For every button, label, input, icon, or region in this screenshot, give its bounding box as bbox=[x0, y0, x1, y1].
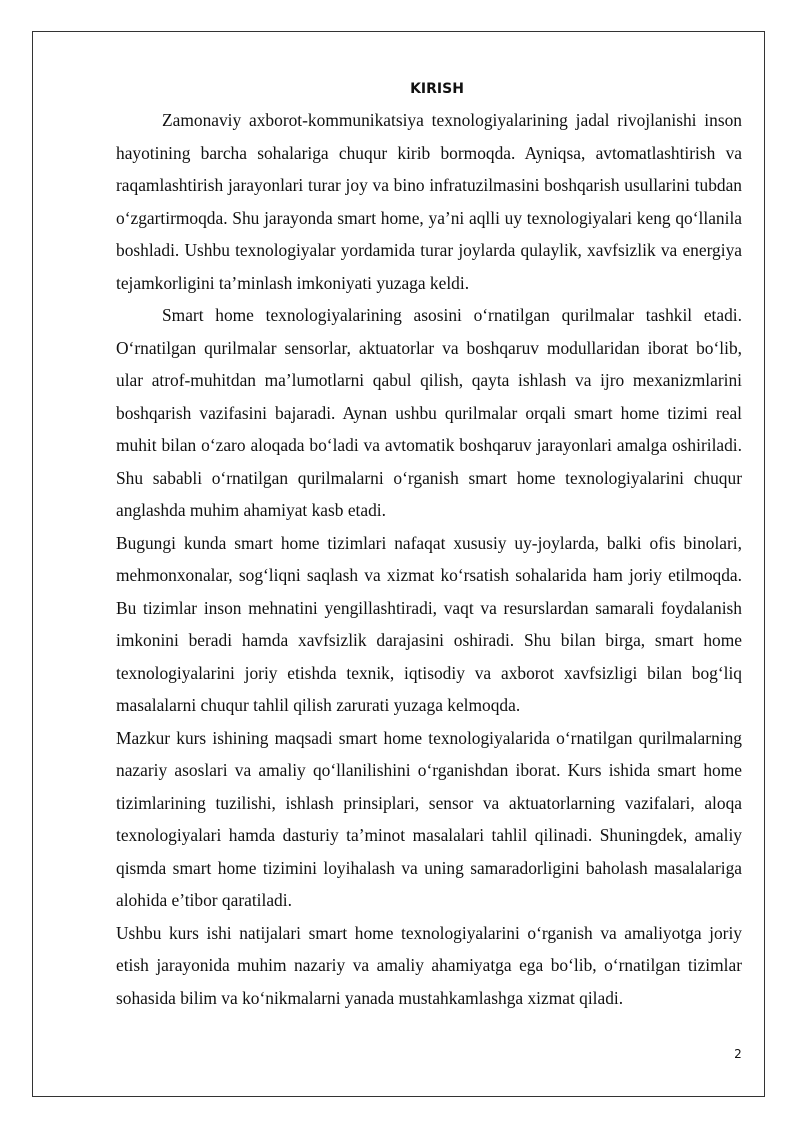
paragraph-conclusion: Ushbu kurs ishi natijalari smart home texnologiyalarini o‘rganish va amaliyotga joriy etish jarayonida muhim nazariy va amaliy ahamiyatga ega bo‘lib, o‘rnatilgan tizimlar sohasida bilim va ko‘nikmalarni yanada mustahkamlashga xizmat qiladi. bbox=[116, 922, 742, 1008]
section-heading: KIRISH bbox=[410, 81, 464, 97]
paragraph-goal: Mazkur kurs ishining maqsadi smart home texnologiyalarida o‘rnatilgan qurilmalarning nazariy asoslari va amaliy qo‘llanilishini o‘rganishdan iborat. Kurs ishida smart home tizimlarining tuzilishi, ishlash prinsiplari, sensor va aktuatorlarning vazifalari, aloqa texnologiyalari hamda dasturiy ta’minot masalalari tahlil qilinadi. Shuningdek, amaliy qismda smart home tizimini loyihalash va uning samaradorligini baholash masalalariga alohida e’tibor qaratiladi. bbox=[116, 727, 742, 910]
paragraph-applications: Bugungi kunda smart home tizimlari nafaqat xususiy uy-joylarda, balki ofis binolari, mehmonxonalar, sog‘liqni saqlash va xizmat ko‘rsatish sohalarida ham joriy etilmoqda. Bu tizimlar inson mehnatini yengillashtiradi, vaqt va resurslardan samarali foydalanish imkonini beradi hamda xavfsizlik darajasini oshiradi. Shu bilan birga, smart home texnologiyalarini joriy etishda texnik, iqtisodiy va axborot xavfsizligi bilan bog‘liq masalalarni chuqur tahlil qilish zarurati yuzaga kelmoqda. bbox=[116, 532, 742, 715]
document-body bbox=[116, 74, 742, 1014]
paragraph-embedded-devices: Smart home texnologiyalarining asosini o‘rnatilgan qurilmalar tashkil etadi. O‘rnatilgan qurilmalar sensorlar, aktuatorlar va boshqaruv modullaridan iborat bo‘lib, ular atrof-muhitdan ma’lumotlarni qabul qilish, qayta ishlash va ijro mexanizmlarini boshqarish vazifasini bajaradi. Aynan ushbu qurilmalar orqali smart home tizimi real muhit bilan o‘zaro aloqada bo‘ladi va avtomatik boshqaruv jarayonlari amalga oshiriladi. Shu sababli o‘rnatilgan qurilmalarni o‘rganish smart home texnologiyalarini chuqur anglashda muhim ahamiyat kasb etadi. bbox=[116, 305, 742, 520]
page-number: 2 bbox=[734, 1047, 742, 1061]
paragraph-intro: Zamonaviy axborot-kommunikatsiya texnologiyalarining jadal rivojlanishi inson hayotining barcha sohalariga chuqur kirib bormoqda. Ayniqsa, avtomatlashtirish va raqamlashtirish jarayonlari turar joy va bino infratuzilmasini boshqarish usullarini tubdan o‘zgartirmoqda. Shu jarayonda smart home, ya’ni aqlli uy texnologiyalari keng qo‘llanila boshladi. Ushbu texnologiyalar yordamida turar joylarda qulaylik, xavfsizlik va energiya tejamkorligini ta’minlash imkoniyati yuzaga keldi. bbox=[116, 110, 742, 293]
